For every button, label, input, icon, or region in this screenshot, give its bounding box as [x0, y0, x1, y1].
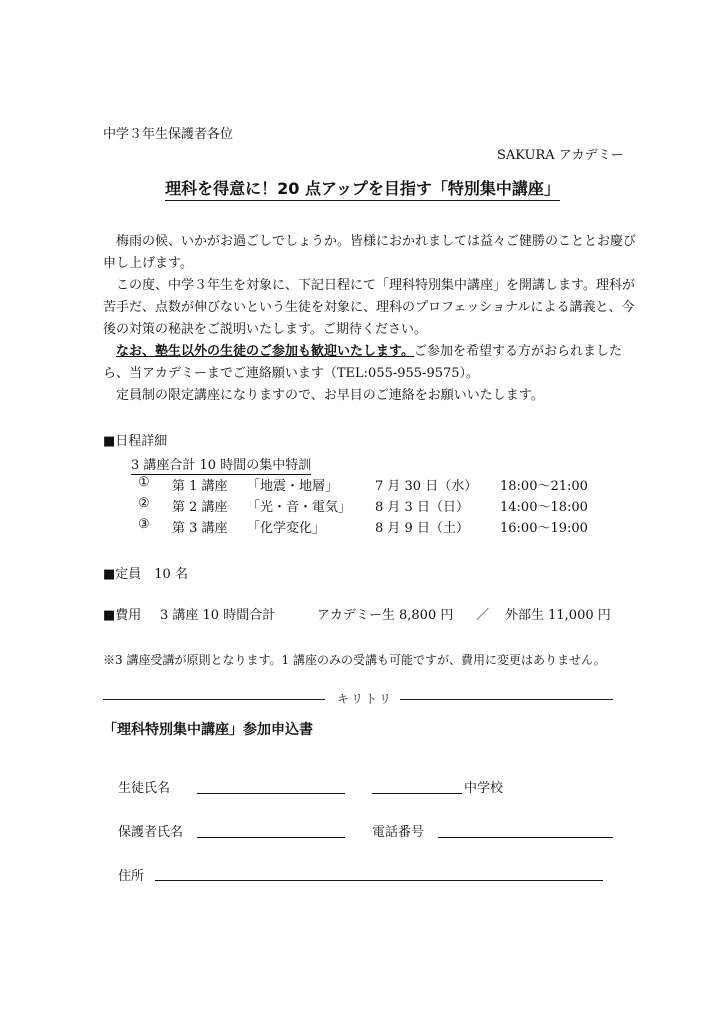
address-label: 住所	[118, 869, 145, 884]
row-lecture: 第 3 講座	[172, 521, 228, 536]
cut-line-left	[103, 699, 325, 700]
capacity-line: ■定員 10 名	[103, 567, 188, 582]
school-name-blank[interactable]	[372, 793, 462, 794]
sender-name: SAKURA アカデミー	[497, 148, 624, 163]
row-lecture: 第 1 講座	[172, 479, 228, 494]
row-number: ①	[138, 475, 150, 490]
row-number: ②	[138, 496, 150, 511]
row-topic: 「地震・地層」	[247, 479, 339, 494]
row-time: 16:00～19:00	[500, 521, 588, 536]
fee-note: ※3 講座受講が原則となります。1 講座のみの受講も可能ですが、費用に変更はありません。	[103, 653, 606, 667]
guardian-name-blank[interactable]	[197, 837, 345, 838]
fee-external: 外部生 11,000 円	[505, 608, 611, 623]
schedule-heading: ■日程詳細	[103, 434, 168, 449]
student-name-label: 生徒氏名	[118, 781, 171, 796]
student-name-blank[interactable]	[197, 793, 345, 794]
fee-member: アカデミー生 8,800 円	[317, 608, 454, 623]
addressee: 中学３年生保護者各位	[103, 127, 234, 142]
capacity-notice: 定員制の限定講座になりますので、お早目のご連絡をお願いいたします。	[116, 388, 544, 403]
fee-separator: ／	[476, 608, 490, 623]
welcome-paragraph	[103, 341, 643, 385]
school-suffix-label: 中学校	[464, 781, 504, 796]
row-time: 14:00～18:00	[500, 500, 588, 515]
row-time: 18:00～21:00	[500, 479, 588, 494]
guardian-name-label: 保護者氏名	[118, 825, 184, 840]
address-blank[interactable]	[155, 880, 603, 881]
form-title: 「理科特別集中講座」参加申込書	[103, 722, 313, 738]
fee-course: 3 講座 10 時間合計	[160, 608, 276, 623]
phone-blank[interactable]	[438, 837, 613, 838]
welcome-highlight: なお、塾生以外の生徒のご参加も歓迎いたします。	[116, 344, 414, 359]
row-topic: 「化学変化」	[247, 521, 326, 536]
document-title	[0, 176, 725, 199]
cut-line-right	[400, 699, 613, 700]
intro-paragraph: この度、中学３年生を対象に、下記日程にて「理科特別集中講座」を開講します。理科が苦手だ、点数が伸びないという生徒を対象に、理科のプロフェッショナルによる講義と、今後の対策の秘訣をご説明いたします。ご期待ください。	[103, 278, 635, 337]
row-number: ③	[138, 517, 150, 532]
row-date: 8 月 3 日（日）	[375, 500, 469, 515]
fee-label: ■費用	[103, 608, 142, 623]
row-date: 7 月 30 日（水）	[375, 479, 478, 494]
document-title-text: 理科を得意に！20 点アップを目指す「特別集中講座」	[165, 179, 560, 201]
row-topic: 「光・音・電気」	[247, 500, 352, 515]
row-lecture: 第 2 講座	[172, 500, 228, 515]
contact-text: ご参加を希望する方がおられましたら、当アカデミーまでご連絡願います（TEL:055-955-9575）。	[103, 344, 622, 381]
greeting-paragraph: 梅雨の候、いかがお過ごしでしょうか。皆様におかれましては益々ご健勝のこととお慶び申し上げます。	[103, 234, 637, 271]
schedule-subheading: 3 講座合計 10 時間の集中特訓	[131, 454, 311, 475]
cut-label: キリトリ	[337, 692, 394, 706]
phone-label: 電話番号	[372, 825, 425, 840]
row-date: 8 月 9 日（土）	[375, 521, 469, 536]
